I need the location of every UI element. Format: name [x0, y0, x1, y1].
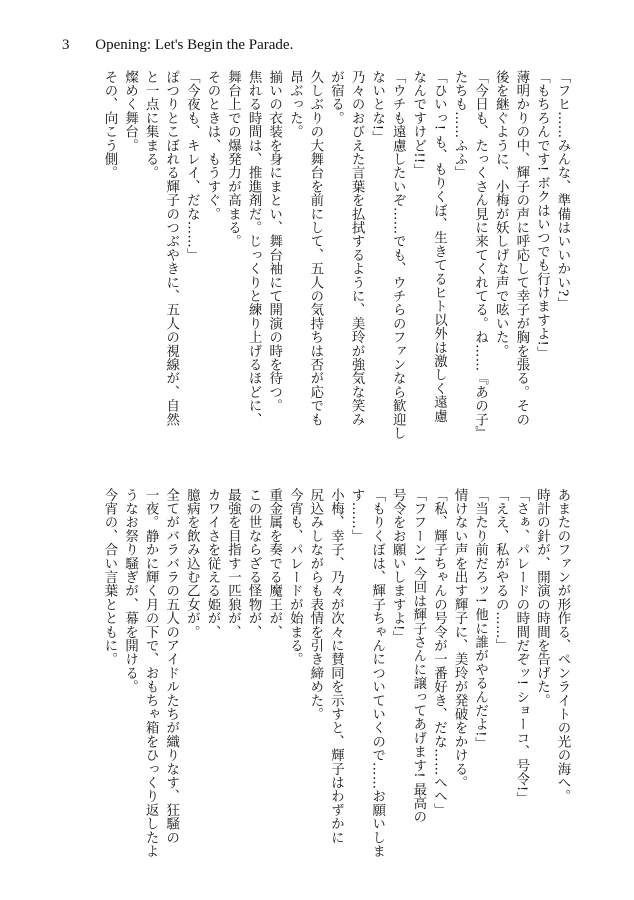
text-line: 乃々のおびえた言葉を払拭するように、美玲が強気な笑み	[349, 70, 365, 427]
page-number: 3	[62, 37, 70, 53]
text-line: ないとな!」	[369, 70, 385, 145]
text-line: が宿る。	[328, 70, 344, 125]
chapter-title: Opening: Let's Begin the Parade.	[95, 37, 294, 53]
text-line: 時計の針が、開演の時間を告げた。	[534, 488, 550, 708]
text-line: 昂ぶった。	[287, 70, 303, 139]
text-line: 「ええ、私がやるの……」	[493, 488, 509, 653]
text-line: 舞台上での爆発力が高まる。	[225, 70, 241, 249]
text-line: 最強を目指す一匹狼が、	[225, 488, 241, 639]
text-line: 全てがバラバラの五人のアイドルたちが織りなす、狂騒の	[163, 488, 179, 845]
upper-text-block	[98, 70, 572, 468]
text-line: 「当たり前だろッ! 他に誰がやるんだよ!」	[472, 488, 488, 751]
text-line: なんですけど!!」	[410, 70, 426, 178]
text-line: す……」	[349, 488, 365, 543]
lower-text-block	[98, 488, 572, 886]
text-line: 「今日も、たっくさん見に来てくれてる。ね……『あの子』	[472, 70, 488, 440]
text-line: 「フヒ……みんな、準備はいいかい?」	[555, 70, 570, 311]
text-line: 「フフーン! 今回は輝子さんに譲ってあげます! 最高の	[410, 488, 426, 824]
text-line: 情けない声を出す輝子に、美玲が発破をかける。	[452, 488, 468, 790]
text-line: 燦めく舞台。	[122, 70, 138, 153]
text-line: 臆病を飲み込む乙女が。	[184, 488, 200, 639]
text-line: うなお祭り騒ぎが、幕を開ける。	[122, 488, 138, 694]
text-line: 「私、輝子ちゃんの号令が一番好き、だな……へへ」	[431, 488, 447, 817]
text-line: 揃いの衣装を身にまとい、舞台袖にて開演の時を待つ。	[266, 70, 282, 413]
text-line: 久しぶりの大舞台を前にして、五人の気持ちは否が応でも	[307, 70, 323, 427]
text-line: 今宵も、パレードが始まる。	[287, 488, 303, 667]
text-line: 尻込みしながらも表情を引き締めた。	[307, 488, 323, 721]
text-line: カワイさを従える姫が、	[204, 488, 220, 639]
text-line: 焦れる時間は、推進剤だ。じっくりと練り上げるほどに、	[246, 70, 262, 427]
text-line: その、向こう側。	[101, 70, 117, 180]
text-line: たちも……ふふ」	[452, 70, 468, 180]
text-line: 「さぁ、パレードの時間だぞッ! ショーコ、号令!」	[513, 488, 529, 806]
text-line: 「もりくぼは、輝子ちゃんについていくので……お願いしま	[369, 488, 385, 858]
text-line: 後を継ぐように、小梅が妖しげな声で呟いた。	[493, 70, 509, 358]
text-line: 一夜。静かに輝く月の下で、おもちゃ箱をひっくり返したよ	[143, 488, 159, 858]
text-line: 「今夜も、キレイ、だな……」	[184, 70, 200, 262]
text-line: 「もちろんです! ボクはいつでも行けますよ!」	[534, 70, 550, 360]
text-line: 小梅、幸子、乃々が次々に賛同を示すと、輝子はわずかに	[328, 488, 344, 845]
text-line: あまたのファンが形作る、ペンライトの光の海へ。	[555, 488, 570, 804]
page-header	[62, 34, 293, 56]
text-line: と一点に集まる。	[143, 70, 159, 180]
text-line: ぽつりとこぼれる輝子のつぶやきに、五人の視線が、自然	[163, 70, 179, 427]
text-line: 重金属を奏でる魔王が、	[266, 488, 282, 639]
text-line: 号令をお願いしますよ!」	[390, 488, 406, 645]
text-line: そのときは、もうすぐ。	[204, 70, 220, 221]
text-line: 「ウチも遠慮したいぞ……でも、ウチらのファンなら歓迎し	[390, 70, 406, 440]
text-line: この世ならざる怪物が、	[246, 488, 262, 639]
text-line: 今宵の、合い言葉とともに。	[101, 488, 117, 667]
text-line: 薄明かりの中、輝子の声に呼応して幸子が胸を張る。その	[513, 70, 529, 427]
text-line: 「ひいっ! も、もりくぼ、生きてるヒト以外は激しく遠慮	[431, 70, 447, 423]
